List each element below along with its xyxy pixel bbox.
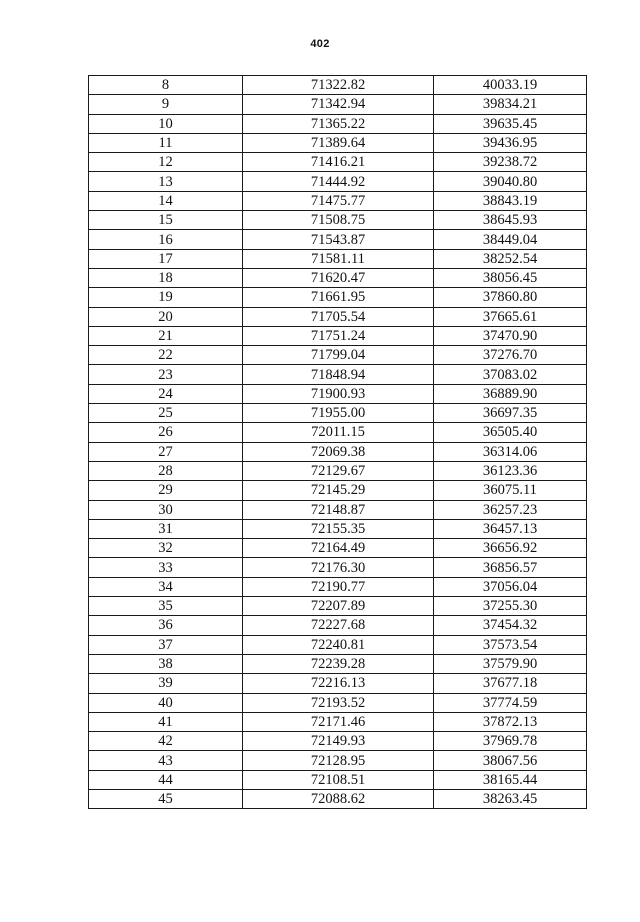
y-coordinate-cell: 37255.30 <box>434 597 587 616</box>
table-row <box>89 770 587 789</box>
point-number-cell: 24 <box>89 384 243 403</box>
point-number-cell: 20 <box>89 307 243 326</box>
y-coordinate-cell: 39436.95 <box>434 133 587 152</box>
x-coordinate-cell: 71955.00 <box>243 404 434 423</box>
point-number-cell: 38 <box>89 654 243 673</box>
x-coordinate-cell: 72149.93 <box>243 732 434 751</box>
y-coordinate-cell: 38252.54 <box>434 249 587 268</box>
page-number: 402 <box>310 38 330 50</box>
y-coordinate-cell: 36889.90 <box>434 384 587 403</box>
point-number-cell: 21 <box>89 326 243 345</box>
y-coordinate-cell: 39834.21 <box>434 95 587 114</box>
table-row <box>89 153 587 172</box>
y-coordinate-cell: 36656.92 <box>434 539 587 558</box>
x-coordinate-cell: 71661.95 <box>243 288 434 307</box>
y-coordinate-cell: 37579.90 <box>434 654 587 673</box>
x-coordinate-cell: 71365.22 <box>243 114 434 133</box>
y-coordinate-cell: 38645.93 <box>434 211 587 230</box>
x-coordinate-cell: 72216.13 <box>243 674 434 693</box>
y-coordinate-cell: 36457.13 <box>434 519 587 538</box>
point-number-cell: 40 <box>89 693 243 712</box>
x-coordinate-cell: 72176.30 <box>243 558 434 577</box>
table-row <box>89 133 587 152</box>
table-row <box>89 751 587 770</box>
table-row <box>89 442 587 461</box>
point-number-cell: 14 <box>89 191 243 210</box>
point-number-cell: 19 <box>89 288 243 307</box>
x-coordinate-cell: 72207.89 <box>243 597 434 616</box>
table-row <box>89 211 587 230</box>
y-coordinate-cell: 37470.90 <box>434 326 587 345</box>
x-coordinate-cell: 72164.49 <box>243 539 434 558</box>
point-number-cell: 28 <box>89 461 243 480</box>
y-coordinate-cell: 36314.06 <box>434 442 587 461</box>
point-number-cell: 22 <box>89 346 243 365</box>
x-coordinate-cell: 71508.75 <box>243 211 434 230</box>
y-coordinate-cell: 37454.32 <box>434 616 587 635</box>
table-row <box>89 519 587 538</box>
x-coordinate-cell: 72011.15 <box>243 423 434 442</box>
y-coordinate-cell: 37969.78 <box>434 732 587 751</box>
point-number-cell: 32 <box>89 539 243 558</box>
x-coordinate-cell: 72148.87 <box>243 500 434 519</box>
x-coordinate-cell: 71900.93 <box>243 384 434 403</box>
y-coordinate-cell: 37083.02 <box>434 365 587 384</box>
point-number-cell: 11 <box>89 133 243 152</box>
y-coordinate-cell: 39040.80 <box>434 172 587 191</box>
table-row <box>89 481 587 500</box>
x-coordinate-cell: 72193.52 <box>243 693 434 712</box>
x-coordinate-cell: 71751.24 <box>243 326 434 345</box>
point-number-cell: 29 <box>89 481 243 500</box>
y-coordinate-cell: 37665.61 <box>434 307 587 326</box>
table-row <box>89 789 587 808</box>
table-row <box>89 76 587 95</box>
y-coordinate-cell: 36697.35 <box>434 404 587 423</box>
table-row <box>89 635 587 654</box>
y-coordinate-cell: 39238.72 <box>434 153 587 172</box>
table-row <box>89 114 587 133</box>
table-row <box>89 577 587 596</box>
x-coordinate-cell: 72069.38 <box>243 442 434 461</box>
table-row <box>89 307 587 326</box>
point-number-cell: 33 <box>89 558 243 577</box>
y-coordinate-cell: 38165.44 <box>434 770 587 789</box>
x-coordinate-cell: 72155.35 <box>243 519 434 538</box>
table-row <box>89 191 587 210</box>
point-number-cell: 36 <box>89 616 243 635</box>
y-coordinate-cell: 38263.45 <box>434 789 587 808</box>
x-coordinate-cell: 72108.51 <box>243 770 434 789</box>
x-coordinate-cell: 72088.62 <box>243 789 434 808</box>
point-number-cell: 42 <box>89 732 243 751</box>
x-coordinate-cell: 71475.77 <box>243 191 434 210</box>
point-number-cell: 43 <box>89 751 243 770</box>
point-number-cell: 17 <box>89 249 243 268</box>
y-coordinate-cell: 37573.54 <box>434 635 587 654</box>
y-coordinate-cell: 36856.57 <box>434 558 587 577</box>
x-coordinate-cell: 71799.04 <box>243 346 434 365</box>
table-row <box>89 712 587 731</box>
y-coordinate-cell: 37276.70 <box>434 346 587 365</box>
y-coordinate-cell: 39635.45 <box>434 114 587 133</box>
table-row <box>89 616 587 635</box>
table-row <box>89 597 587 616</box>
x-coordinate-cell: 72128.95 <box>243 751 434 770</box>
x-coordinate-cell: 72227.68 <box>243 616 434 635</box>
point-number-cell: 16 <box>89 230 243 249</box>
point-number-cell: 35 <box>89 597 243 616</box>
point-number-cell: 23 <box>89 365 243 384</box>
table-row <box>89 693 587 712</box>
point-number-cell: 31 <box>89 519 243 538</box>
x-coordinate-cell: 72240.81 <box>243 635 434 654</box>
x-coordinate-cell: 72171.46 <box>243 712 434 731</box>
table-row <box>89 230 587 249</box>
point-number-cell: 39 <box>89 674 243 693</box>
point-number-cell: 27 <box>89 442 243 461</box>
x-coordinate-cell: 71620.47 <box>243 268 434 287</box>
point-number-cell: 9 <box>89 95 243 114</box>
table-row <box>89 558 587 577</box>
table-row <box>89 539 587 558</box>
y-coordinate-cell: 37860.80 <box>434 288 587 307</box>
y-coordinate-cell: 37872.13 <box>434 712 587 731</box>
x-coordinate-cell: 72190.77 <box>243 577 434 596</box>
y-coordinate-cell: 38067.56 <box>434 751 587 770</box>
y-coordinate-cell: 38843.19 <box>434 191 587 210</box>
table-row <box>89 326 587 345</box>
point-number-cell: 15 <box>89 211 243 230</box>
x-coordinate-cell: 71416.21 <box>243 153 434 172</box>
table-row <box>89 461 587 480</box>
point-number-cell: 37 <box>89 635 243 654</box>
point-number-cell: 8 <box>89 76 243 95</box>
table-body <box>89 76 587 809</box>
point-number-cell: 25 <box>89 404 243 423</box>
table-row <box>89 346 587 365</box>
point-number-cell: 12 <box>89 153 243 172</box>
table-row <box>89 249 587 268</box>
table-row <box>89 384 587 403</box>
y-coordinate-cell: 38056.45 <box>434 268 587 287</box>
table-row <box>89 674 587 693</box>
x-coordinate-cell: 71342.94 <box>243 95 434 114</box>
y-coordinate-cell: 36075.11 <box>434 481 587 500</box>
x-coordinate-cell: 71389.64 <box>243 133 434 152</box>
point-number-cell: 41 <box>89 712 243 731</box>
x-coordinate-cell: 72145.29 <box>243 481 434 500</box>
table-row <box>89 423 587 442</box>
y-coordinate-cell: 36505.40 <box>434 423 587 442</box>
x-coordinate-cell: 71705.54 <box>243 307 434 326</box>
table-row <box>89 500 587 519</box>
x-coordinate-cell: 72239.28 <box>243 654 434 673</box>
x-coordinate-cell: 71848.94 <box>243 365 434 384</box>
y-coordinate-cell: 36257.23 <box>434 500 587 519</box>
point-number-cell: 18 <box>89 268 243 287</box>
point-number-cell: 26 <box>89 423 243 442</box>
point-number-cell: 34 <box>89 577 243 596</box>
y-coordinate-cell: 38449.04 <box>434 230 587 249</box>
point-number-cell: 44 <box>89 770 243 789</box>
table-row <box>89 404 587 423</box>
point-number-cell: 45 <box>89 789 243 808</box>
y-coordinate-cell: 37056.04 <box>434 577 587 596</box>
y-coordinate-cell: 40033.19 <box>434 76 587 95</box>
x-coordinate-cell: 71444.92 <box>243 172 434 191</box>
x-coordinate-cell: 71322.82 <box>243 76 434 95</box>
table-row <box>89 268 587 287</box>
table-row <box>89 95 587 114</box>
table-row <box>89 288 587 307</box>
x-coordinate-cell: 71543.87 <box>243 230 434 249</box>
y-coordinate-cell: 36123.36 <box>434 461 587 480</box>
point-number-cell: 10 <box>89 114 243 133</box>
table-row <box>89 732 587 751</box>
table-row <box>89 654 587 673</box>
point-number-cell: 13 <box>89 172 243 191</box>
coordinates-table <box>88 75 587 809</box>
x-coordinate-cell: 71581.11 <box>243 249 434 268</box>
x-coordinate-cell: 72129.67 <box>243 461 434 480</box>
table-row <box>89 365 587 384</box>
y-coordinate-cell: 37677.18 <box>434 674 587 693</box>
y-coordinate-cell: 37774.59 <box>434 693 587 712</box>
table-row <box>89 172 587 191</box>
point-number-cell: 30 <box>89 500 243 519</box>
